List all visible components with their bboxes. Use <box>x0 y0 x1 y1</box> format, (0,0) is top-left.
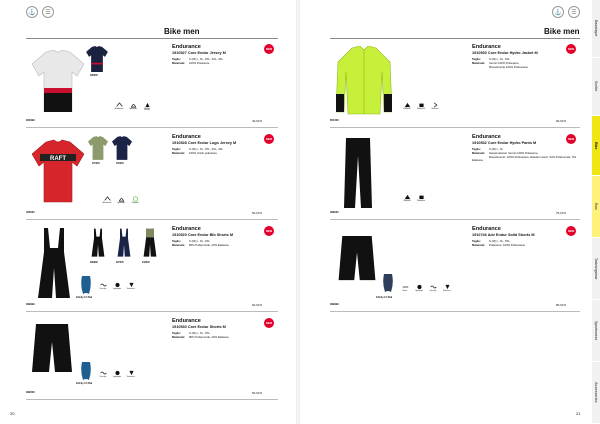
waterproof-icon: Waterproof <box>416 102 426 110</box>
tab-scelte[interactable]: Scelte <box>592 58 600 116</box>
left-top-icons <box>26 6 54 18</box>
product-specs: Taglie: S (M) L, XL, XXL Materiale: Vernici 100% Poliestere, Rivestimento 100% Poliuretano <box>472 57 529 69</box>
price: 40,00 € <box>252 119 263 123</box>
endurance-icon: Endurance <box>126 282 136 290</box>
aerodynamic-icon: Aerodinamic <box>114 102 124 110</box>
swatch-bib-olive[interactable] <box>142 228 158 258</box>
swatch-code: 783000 <box>116 163 124 165</box>
category-tabs <box>592 0 600 424</box>
product-card-hydro-jacket[interactable] <box>330 40 580 128</box>
quick-dry-icon: Quick dry <box>98 282 108 290</box>
new-badge: NEW <box>566 134 576 144</box>
right-top-icons <box>552 6 580 18</box>
product-specs: Taglie: S (M) L, XL Materiale: Hauptmaterial: Vernici 100% Poliestere, Rivestimento: 100% Poliuretano, Elastan inserti: 94% Poliammide, 6% Elastane <box>472 147 577 163</box>
shorts-image <box>32 324 72 374</box>
page-number: 20 <box>10 411 15 416</box>
product-name: 1910532 Core Endur Hydro Pants M <box>472 141 537 145</box>
tab-bike[interactable]: Bike <box>592 116 600 176</box>
waterproof-icon: Waterproof <box>416 194 426 202</box>
lightweight-icon: Lightweight <box>112 370 122 378</box>
moisture-icon: Moisture wicking <box>142 102 152 111</box>
price: 50,00 € <box>252 211 263 215</box>
team-icon: ☰ <box>568 6 580 18</box>
price: 60,00 € <box>252 303 263 307</box>
swatch-bib-navy[interactable] <box>116 228 132 258</box>
product-category: Endurance <box>172 226 201 232</box>
feature-icons <box>114 102 152 111</box>
page-number: 21 <box>576 411 581 416</box>
product-card-hydro-pants[interactable] <box>330 130 580 220</box>
right-page <box>300 0 592 424</box>
tab-baselayer[interactable]: Baselayer <box>592 0 600 58</box>
quick-dry-icon: Quick dry <box>428 284 438 292</box>
team-icon: ☰ <box>42 6 54 18</box>
article-code: 900999 <box>26 119 35 122</box>
lightweight-icon: Lightweight <box>128 102 138 110</box>
product-name: 1910529 Core Endur Bib Shorts M <box>172 233 233 237</box>
price: 50,00 € <box>252 391 263 395</box>
price: 90,00 € <box>556 119 567 123</box>
chamois-pad-image <box>80 276 92 294</box>
product-category: Endurance <box>472 226 501 232</box>
product-name: 1910530 Core Endur Hydro Jacket M <box>472 51 538 55</box>
svg-text:RAFT: RAFT <box>50 156 66 162</box>
feature-icons <box>102 196 140 204</box>
swatch-code: 999999 <box>90 262 98 264</box>
jersey-image <box>32 50 84 112</box>
page-title: Bike men <box>544 27 580 36</box>
product-card-logo-jersey[interactable] <box>26 130 278 220</box>
hydro-pants-image <box>344 138 372 210</box>
logo-jersey-image <box>32 138 84 204</box>
product-category: Endurance <box>172 44 201 50</box>
product-category: Endurance <box>172 134 201 140</box>
elastic-icon: Elastic <box>402 291 408 292</box>
tab-run[interactable]: Run <box>592 176 600 238</box>
swatch-code: 470000 <box>92 163 100 165</box>
new-badge: NEW <box>264 44 274 54</box>
reflective-icon: Reflective <box>430 102 440 110</box>
product-specs: Taglie: S (M) L, XL, XXL, 3XL, 4XL Materiale: 100% riciclo poliestere <box>172 147 224 155</box>
product-specs: Taglie: S (M) L, XL, XXL Materiale: Poliestere: 100% Poliuretano <box>472 239 526 247</box>
swatch-jersey-navy[interactable] <box>86 46 108 72</box>
recycled-icon: Recycled <box>130 196 140 204</box>
chamois-pad-image <box>80 362 92 380</box>
product-specs: Taglie: S (M) L, XL, XXL, 3XL, 4XL Materiale: 100% Poliestere <box>172 57 224 65</box>
lightweight-icon: Lightweight <box>116 196 126 204</box>
product-specs: Taglie: S (M) L, XL, XXL Materiale: 80% Poliammide, 20% Elastane <box>172 331 229 339</box>
feature-icons <box>402 102 440 110</box>
product-category: Endurance <box>472 134 501 140</box>
chamois-pad-image <box>382 274 394 292</box>
swatch-bib-black[interactable] <box>90 228 106 258</box>
pad-name: Infinity 3.0 Pad <box>76 383 93 385</box>
article-code: 851000 <box>330 119 339 122</box>
product-card-shorts[interactable] <box>26 314 278 400</box>
product-name: 1910527 Core Endur Jersey M <box>172 51 226 55</box>
pad-name: Infinity 3.0 Pad <box>76 297 93 299</box>
left-page <box>0 0 296 424</box>
hydro-jacket-image <box>336 46 392 116</box>
windproof-icon: Windproof <box>402 194 412 202</box>
price: 80,00 € <box>556 303 567 307</box>
tab-trainingwear[interactable]: Trainingwear <box>592 238 600 300</box>
lightweight-icon: Lightweight <box>112 282 122 290</box>
feature-icons <box>400 284 452 292</box>
solid-shorts-image <box>336 236 378 282</box>
article-code: 465000 <box>26 211 35 214</box>
lightweight-icon: Lightweight <box>414 284 424 292</box>
article-code: 999999 <box>330 303 339 306</box>
new-badge: NEW <box>264 134 274 144</box>
product-specs: Taglie: S (M) L, XL, XXL Materiale: 80% Poliammide, 20% Elastane <box>172 239 229 247</box>
title-divider <box>26 38 278 39</box>
product-name: 1910530 Core Endur Shorts M <box>172 325 226 329</box>
product-card-bib-shorts[interactable] <box>26 222 278 312</box>
tab-accessories[interactable]: Accessories <box>592 362 600 424</box>
product-name: 1910528 Core Endur Logo Jersey M <box>172 141 237 145</box>
feature-icons <box>98 370 136 378</box>
article-code: 999000 <box>26 391 35 394</box>
product-card-solid-shorts[interactable] <box>330 222 580 312</box>
new-badge: NEW <box>264 318 274 328</box>
endurance-icon: Endurance <box>126 370 136 378</box>
ship-icon: ⚓ <box>26 6 38 18</box>
swatch-jersey-olive[interactable] <box>88 136 108 160</box>
product-name: 1910746 Adv Endur Solid Shorts M <box>472 233 535 237</box>
product-card-jersey[interactable] <box>26 40 278 128</box>
swatch-code: 643000 <box>142 262 150 264</box>
quick-dry-icon: Quick dry <box>98 370 108 378</box>
feature-icons <box>402 194 426 202</box>
title-divider <box>330 38 580 39</box>
swatch-code: 396000 <box>90 75 98 77</box>
product-category: Endurance <box>472 44 501 50</box>
new-badge: NEW <box>264 226 274 236</box>
article-code: 999999 <box>26 303 35 306</box>
swatch-jersey-navy-logo[interactable] <box>112 136 132 160</box>
aerodynamic-icon: Aerodinamic <box>102 196 112 204</box>
ship-icon: ⚓ <box>552 6 564 18</box>
pad-name: Infinity 3.0 Pad <box>376 297 393 299</box>
page-title: Bike men <box>164 27 200 36</box>
endurance-icon: Endurance <box>442 284 452 292</box>
bib-shorts-image <box>34 228 74 300</box>
price: 75,00 € <box>556 211 567 215</box>
new-badge: NEW <box>566 226 576 236</box>
feature-icons <box>98 282 136 290</box>
swatch-code: 397000 <box>116 262 124 264</box>
new-badge: NEW <box>566 44 576 54</box>
windproof-icon: Windproof <box>402 102 412 110</box>
tab-sportswear[interactable]: Sportswear <box>592 300 600 362</box>
article-code: 999000 <box>330 211 339 214</box>
product-category: Endurance <box>172 318 201 324</box>
